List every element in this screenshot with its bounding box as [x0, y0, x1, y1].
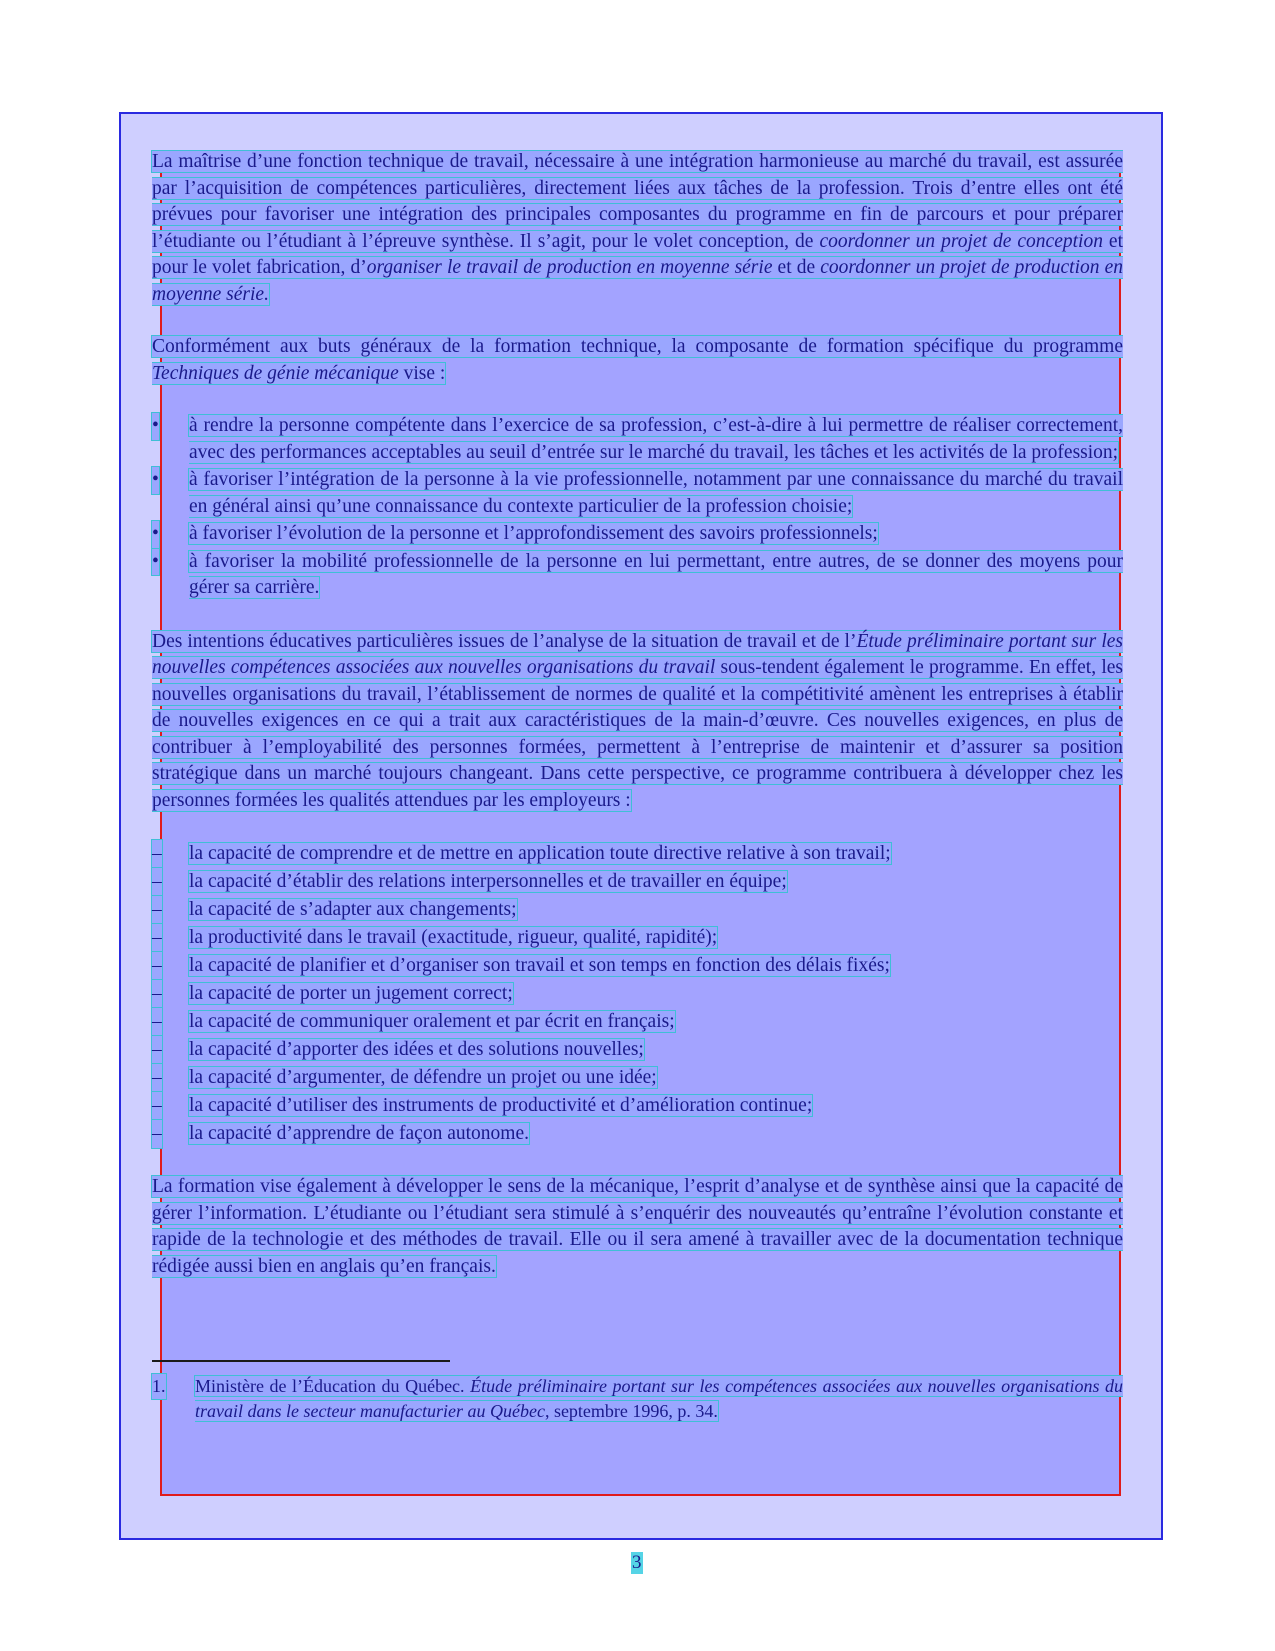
list-item: • à favoriser l’intégration de la personne à la vie professionnelle, notamment par une connaissance du marché du travail en général ainsi qu’une connaissance du contexte particulier de la profession choisie;: [152, 469, 1123, 517]
list-item: – la capacité d’établir des relations interpersonnelles et de travailler en équipe;: [152, 868, 1123, 896]
qualities-list: [152, 840, 1123, 1148]
list-item: – la capacité de planifier et d’organiser son travail et son temps en fonction des délais fixés;: [152, 952, 1123, 980]
list-item: • à favoriser l’évolution de la personne et l’approfondissement des savoirs professionnels;: [152, 521, 1123, 548]
footnote: 1. Ministère de l’Éducation du Québec. Étude préliminaire portant sur les compétences associées aux nouvelles organisations du travail dans le secteur manufacturier au Québec, septembre 1996, p. 34.: [152, 1376, 1123, 1421]
list-item: • à rendre la personne compétente dans l’exercice de sa profession, c’est-à-dire à lui permettre de réaliser correctement, avec des performances acceptables au seuil d’entrée sur le marché du travail, les tâches et les activités de la profession;: [152, 415, 1123, 463]
paragraph-intro: La maîtrise d’une fonction technique de travail, nécessaire à une intégration harmonieuse au marché du travail, est assurée par l’acquisition de compétences particulières, directement liées aux tâches de la profession. Trois d’entre elles ont été prévues pour favoriser une intégration des principales composantes du programme en fin de parcours et pour préparer l’étudiante ou l’étudiant à l’épreuve synthèse. Il s’agit, pour le volet conception, de coordonner un projet de conception et pour le volet fabrication, d’organiser le travail de production en moyenne série et de coordonner un projet de production en moyenne série.: [152, 151, 1124, 305]
list-item: – la productivité dans le travail (exactitude, rigueur, qualité, rapidité);: [152, 924, 1123, 952]
goals-list: [152, 413, 1123, 602]
page-number: 3: [632, 1552, 642, 1573]
list-item: • à favoriser la mobilité professionnelle de la personne en lui permettant, entre autres, de se donner des moyens pour gérer sa carrière.: [152, 550, 1123, 598]
paragraph-intentions: Des intentions éducatives particulières issues de l’analyse de la situation de travail et de l’Étude préliminaire portant sur les nouvelles compétences associées aux nouvelles organisations du travail sous-tendent également le programme. En effet, les nouvelles organisations du travail, l’établissement de normes de qualité et la compétitivité amènent les entreprises à établir de nouvelles exigences en ce qui a trait aux caractéristiques de la main-d’œuvre. Ces nouvelles exigences, en plus de contribuer à l’employabilité des personnes formées, permettent à l’entreprise de maintenir et d’assurer sa position stratégique dans un marché toujours changeant. Dans cette perspective, ce programme contribuera à développer chez les personnes formées les qualités attendues par les employeurs :: [152, 630, 1123, 811]
list-item: – la capacité d’utiliser des instruments de productivité et d’amélioration continue;: [152, 1092, 1123, 1120]
document-body: [152, 149, 1123, 1424]
list-item: – la capacité de porter un jugement correct;: [152, 980, 1123, 1008]
list-item: – la capacité de s’adapter aux changements;: [152, 896, 1123, 924]
paragraph-goals: Conformément aux buts généraux de la formation technique, la composante de formation spécifique du programme Techniques de génie mécanique vise :: [152, 336, 1123, 384]
footnote-number: 1.: [152, 1374, 166, 1399]
list-item: – la capacité de comprendre et de mettre en application toute directive relative à son travail;: [152, 840, 1123, 868]
list-item: – la capacité d’apprendre de façon autonome.: [152, 1120, 1123, 1148]
footnote-divider: [152, 1360, 450, 1362]
list-item: – la capacité d’argumenter, de défendre un projet ou une idée;: [152, 1064, 1123, 1092]
list-item: – la capacité d’apporter des idées et des solutions nouvelles;: [152, 1036, 1123, 1064]
list-item: – la capacité de communiquer oralement et par écrit en français;: [152, 1008, 1123, 1036]
paragraph-closing: La formation vise également à développer le sens de la mécanique, l’esprit d’analyse et de synthèse ainsi que la capacité de gérer l’information. L’étudiante ou l’étudiant sera stimulé à s’enquérir des nouveautés qu’entraîne l’évolution constante et rapide de la technologie et des méthodes de travail. Elle ou il sera amené à travailler avec de la documentation technique rédigée aussi bien en anglais qu’en français.: [152, 1176, 1123, 1277]
